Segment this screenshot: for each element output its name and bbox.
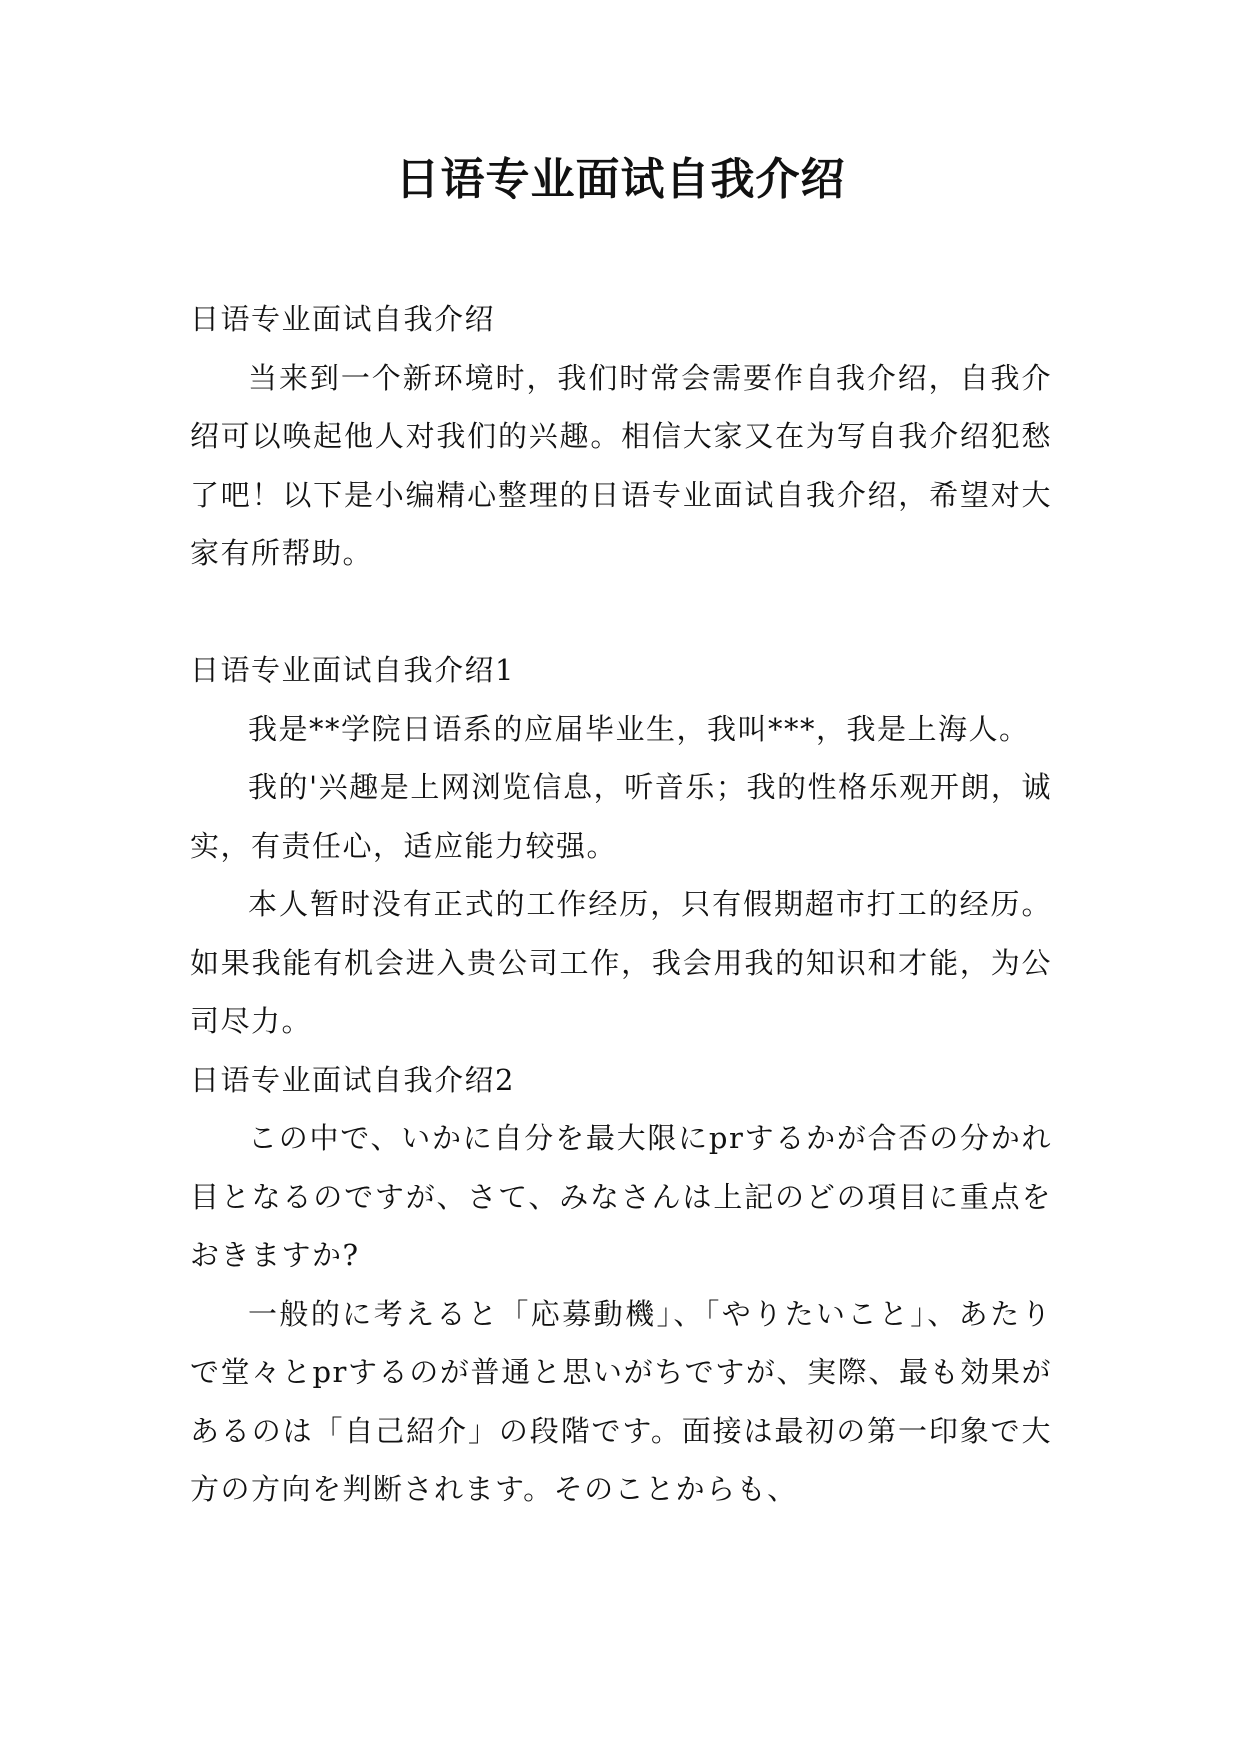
section2-paragraph-2: 一般的に考えると「応募動機」、「やりたいこと」、あたりで堂々とprするのが普通と思いがちですが、実際、最も効果があるのは「自己紹介」の段階です。面接は最初の第一印象で大方の方向を判断されます。そのことからも、	[190, 1296, 1052, 1506]
document-title: 日语专业面试自我介绍	[395, 154, 846, 205]
section1-paragraph-3: 本人暂时没有正式的工作经历，只有假期超市打工的经历。如果我能有机会进入贵公司工作，我会用我的知识和才能，为公司尽力。	[190, 887, 1052, 1038]
section1-paragraph-1: 我是**学院日语系的应届毕业生，我叫***，我是上海人。	[248, 711, 1030, 746]
intro-paragraph: 当来到一个新环境时，我们时常会需要作自我介绍，自我介绍可以唤起他人对我们的兴趣。相信大家又在为写自我介绍犯愁了吧！以下是小编精心整理的日语专业面试自我介绍，希望对大家有所帮助。	[190, 360, 1052, 570]
section2-heading: 日语专业面试自我介绍2	[190, 1062, 515, 1097]
section-spacer	[190, 583, 1052, 642]
section1-heading: 日语专业面试自我介绍1	[190, 653, 515, 687]
document-body	[190, 290, 1052, 1519]
intro-heading: 日语专业面试自我介绍	[190, 302, 496, 336]
section1-paragraph-2: 我的'兴趣是上网浏览信息，听音乐；我的性格乐观开朗，诚实，有责任心，适应能力较强。	[190, 770, 1052, 863]
section2-paragraph-1: この中で、いかに自分を最大限にprするかが合否の分かれ目となるのですが、さて、みなさんは上記のどの項目に重点をおきますか?	[190, 1121, 1052, 1272]
